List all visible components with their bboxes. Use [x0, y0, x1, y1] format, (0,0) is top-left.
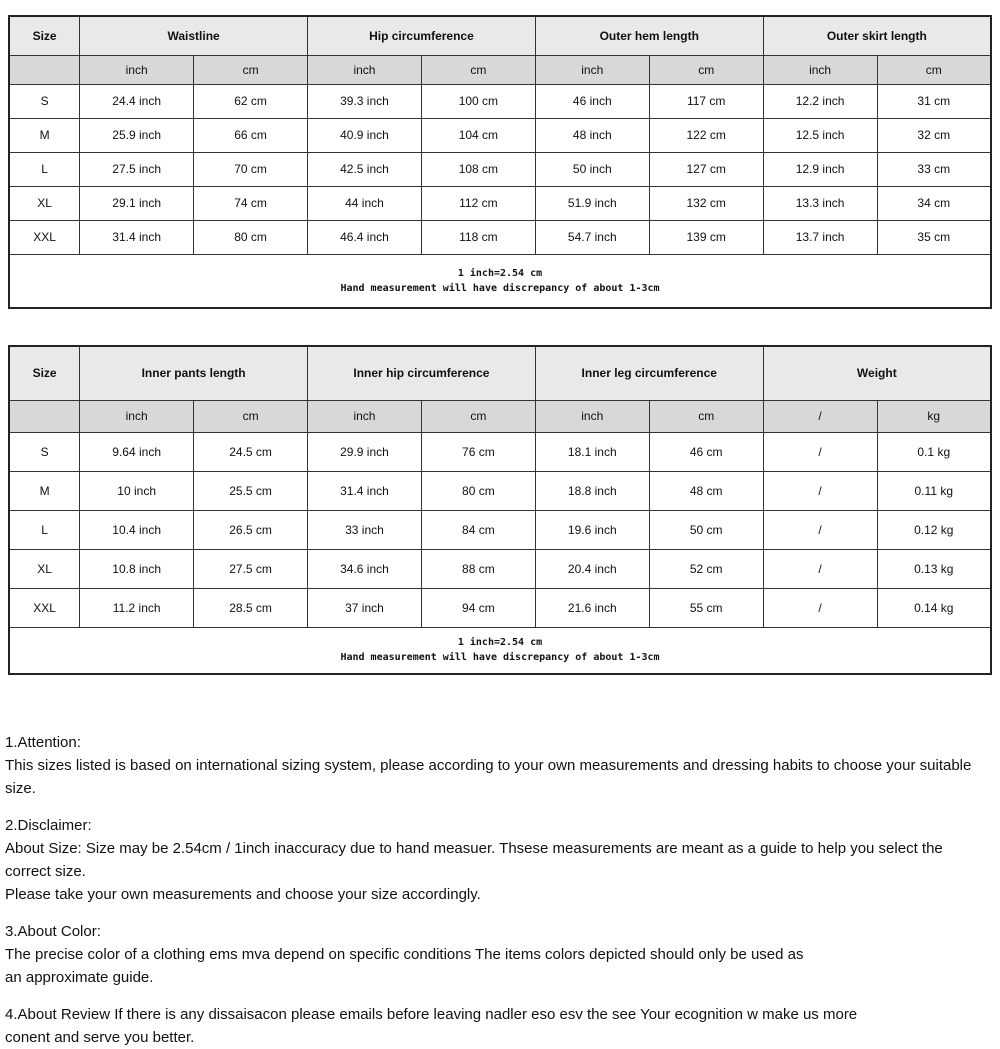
measurement-cell: 70 cm: [194, 152, 308, 186]
note-line: an approximate guide.: [5, 969, 154, 986]
measurement-cell: 25.5 cm: [194, 471, 308, 510]
measurement-cell: 28.5 cm: [194, 588, 308, 627]
table-subheader-row: [9, 55, 991, 84]
measurement-cell: 27.5 cm: [194, 549, 308, 588]
unit-subheader-cell: cm: [194, 55, 308, 84]
unit-subheader-cell: inch: [308, 400, 422, 432]
measurement-cell: 39.3 inch: [308, 84, 422, 118]
note-line: About Size: Size may be 2.54cm / 1inch inaccuracy due to hand measuer. Thsese measurements are meant as a guide to help you select the correct size.: [5, 840, 943, 880]
measurement-cell: /: [763, 510, 877, 549]
measurement-cell: 13.3 inch: [763, 186, 877, 220]
measurement-cell: 35 cm: [877, 220, 991, 254]
measurement-cell: 29.9 inch: [308, 432, 422, 471]
measurement-cell: 20.4 inch: [535, 549, 649, 588]
measurement-cell: 51.9 inch: [535, 186, 649, 220]
measurement-cell: 12.2 inch: [763, 84, 877, 118]
table-row: [9, 84, 991, 118]
group-column-header: Inner leg circumference: [535, 346, 763, 400]
table-row: [9, 471, 991, 510]
unit-subheader-cell: cm: [421, 400, 535, 432]
table-row: [9, 549, 991, 588]
measurement-cell: 54.7 inch: [535, 220, 649, 254]
unit-subheader-cell: kg: [877, 400, 991, 432]
measurement-cell: 108 cm: [421, 152, 535, 186]
measurement-cell: 80 cm: [421, 471, 535, 510]
measurement-cell: 88 cm: [421, 549, 535, 588]
size-cell: XXL: [9, 588, 80, 627]
measurement-cell: 0.1 kg: [877, 432, 991, 471]
measurement-cell: 34.6 inch: [308, 549, 422, 588]
unit-subheader-cell: /: [763, 400, 877, 432]
inner-garment-size-table: [8, 345, 992, 675]
note-line: The precise color of a clothing ems mva depend on specific conditions The items colors depicted should only be used as: [5, 946, 804, 963]
size-subheader-cell: [9, 55, 80, 84]
measurement-cell: 18.8 inch: [535, 471, 649, 510]
measurement-cell: 9.64 inch: [80, 432, 194, 471]
size-cell: M: [9, 118, 80, 152]
footer-note-line: Hand measurement will have discrepancy of about 1-3cm: [340, 282, 660, 294]
measurement-cell: 19.6 inch: [535, 510, 649, 549]
measurement-cell: 50 inch: [535, 152, 649, 186]
measurement-cell: 21.6 inch: [535, 588, 649, 627]
unit-subheader-cell: cm: [649, 400, 763, 432]
measurement-cell: 0.14 kg: [877, 588, 991, 627]
table-footer-row: [9, 627, 991, 674]
measurement-cell: 112 cm: [421, 186, 535, 220]
group-column-header: Weight: [763, 346, 991, 400]
note-line: 4.About Review If there is any dissaisacon please emails before leaving nadler eso esv the see Your ecognition w make us more: [5, 1006, 858, 1023]
note-paragraph: [5, 1003, 992, 1049]
measurement-cell: 25.9 inch: [80, 118, 194, 152]
footer-note-line: 1 inch=2.54 cm: [457, 267, 543, 279]
measurement-cell: 122 cm: [649, 118, 763, 152]
measurement-cell: 117 cm: [649, 84, 763, 118]
measurement-cell: 127 cm: [649, 152, 763, 186]
measurement-cell: 74 cm: [194, 186, 308, 220]
measurement-cell: 24.4 inch: [80, 84, 194, 118]
measurement-cell: /: [763, 588, 877, 627]
unit-subheader-cell: inch: [308, 55, 422, 84]
measurement-cell: 132 cm: [649, 186, 763, 220]
table-header-row: [9, 346, 991, 400]
group-column-header: Waistline: [80, 16, 308, 55]
measurement-cell: 104 cm: [421, 118, 535, 152]
notes-section: [5, 731, 992, 1049]
table-header-row: [9, 16, 991, 55]
size-cell: S: [9, 432, 80, 471]
measurement-cell: 31.4 inch: [308, 471, 422, 510]
measurement-cell: 12.9 inch: [763, 152, 877, 186]
measurement-cell: 42.5 inch: [308, 152, 422, 186]
measurement-cell: 10 inch: [80, 471, 194, 510]
note-paragraph: [5, 731, 992, 800]
measurement-cell: 66 cm: [194, 118, 308, 152]
measurement-cell: 11.2 inch: [80, 588, 194, 627]
measurement-cell: 0.13 kg: [877, 549, 991, 588]
footer-note-line: Hand measurement will have discrepancy of about 1-3cm: [340, 652, 660, 664]
measurement-cell: 84 cm: [421, 510, 535, 549]
note-line: conent and serve you better.: [5, 1029, 195, 1046]
note-paragraph: [5, 920, 992, 989]
group-column-header: Outer skirt length: [763, 16, 991, 55]
note-line: 2.Disclaimer:: [5, 817, 92, 834]
measurement-cell: 27.5 inch: [80, 152, 194, 186]
measurement-cell: 24.5 cm: [194, 432, 308, 471]
measurement-cell: 31.4 inch: [80, 220, 194, 254]
unit-subheader-cell: inch: [80, 400, 194, 432]
measurement-cell: 48 cm: [649, 471, 763, 510]
measurement-cell: /: [763, 471, 877, 510]
table-row: [9, 588, 991, 627]
measurement-cell: 37 inch: [308, 588, 422, 627]
size-cell: XL: [9, 549, 80, 588]
note-line: Please take your own measurements and choose your size accordingly.: [5, 886, 481, 903]
table-row: [9, 186, 991, 220]
measurement-cell: /: [763, 549, 877, 588]
measurement-cell: 13.7 inch: [763, 220, 877, 254]
measurement-cell: 0.12 kg: [877, 510, 991, 549]
measurement-cell: 33 inch: [308, 510, 422, 549]
measurement-cell: 46 inch: [535, 84, 649, 118]
note-paragraph: [5, 814, 992, 906]
measurement-cell: 118 cm: [421, 220, 535, 254]
group-column-header: Inner hip circumference: [308, 346, 536, 400]
size-cell: L: [9, 510, 80, 549]
unit-subheader-cell: inch: [80, 55, 194, 84]
table-footer-note: [9, 254, 991, 308]
group-column-header: Inner pants length: [80, 346, 308, 400]
measurement-cell: 29.1 inch: [80, 186, 194, 220]
table-subheader-row: [9, 400, 991, 432]
unit-subheader-cell: inch: [763, 55, 877, 84]
measurement-cell: 55 cm: [649, 588, 763, 627]
measurement-cell: 10.8 inch: [80, 549, 194, 588]
unit-subheader-cell: cm: [877, 55, 991, 84]
measurement-cell: 34 cm: [877, 186, 991, 220]
table-row: [9, 510, 991, 549]
table-row: [9, 432, 991, 471]
size-cell: XXL: [9, 220, 80, 254]
note-line: This sizes listed is based on international sizing system, please according to your own measurements and dressing habits to choose your suitable size.: [5, 757, 972, 797]
table-row: [9, 118, 991, 152]
table-footer-row: [9, 254, 991, 308]
unit-subheader-cell: cm: [649, 55, 763, 84]
measurement-cell: 31 cm: [877, 84, 991, 118]
measurement-cell: 139 cm: [649, 220, 763, 254]
measurement-cell: 33 cm: [877, 152, 991, 186]
unit-subheader-cell: cm: [194, 400, 308, 432]
measurement-cell: 12.5 inch: [763, 118, 877, 152]
group-column-header: Hip circumference: [308, 16, 536, 55]
size-column-header: Size: [9, 16, 80, 55]
measurement-cell: 100 cm: [421, 84, 535, 118]
measurement-cell: 0.11 kg: [877, 471, 991, 510]
measurement-cell: 10.4 inch: [80, 510, 194, 549]
measurement-cell: 94 cm: [421, 588, 535, 627]
measurement-cell: /: [763, 432, 877, 471]
measurement-cell: 44 inch: [308, 186, 422, 220]
footer-note-line: 1 inch=2.54 cm: [457, 637, 543, 649]
note-line: 3.About Color:: [5, 923, 101, 940]
size-cell: L: [9, 152, 80, 186]
measurement-cell: 40.9 inch: [308, 118, 422, 152]
unit-subheader-cell: inch: [535, 55, 649, 84]
group-column-header: Outer hem length: [535, 16, 763, 55]
note-line: 1.Attention:: [5, 734, 81, 751]
measurement-cell: 46.4 inch: [308, 220, 422, 254]
size-subheader-cell: [9, 400, 80, 432]
measurement-cell: 52 cm: [649, 549, 763, 588]
measurement-cell: 50 cm: [649, 510, 763, 549]
table-row: [9, 220, 991, 254]
table-footer-note: [9, 627, 991, 674]
measurement-cell: 76 cm: [421, 432, 535, 471]
unit-subheader-cell: inch: [535, 400, 649, 432]
measurement-cell: 46 cm: [649, 432, 763, 471]
measurement-cell: 18.1 inch: [535, 432, 649, 471]
size-cell: S: [9, 84, 80, 118]
measurement-cell: 48 inch: [535, 118, 649, 152]
measurement-cell: 26.5 cm: [194, 510, 308, 549]
measurement-cell: 80 cm: [194, 220, 308, 254]
size-cell: M: [9, 471, 80, 510]
measurement-cell: 32 cm: [877, 118, 991, 152]
outer-garment-size-table: [8, 15, 992, 309]
size-cell: XL: [9, 186, 80, 220]
unit-subheader-cell: cm: [421, 55, 535, 84]
measurement-cell: 62 cm: [194, 84, 308, 118]
size-column-header: Size: [9, 346, 80, 400]
table-row: [9, 152, 991, 186]
